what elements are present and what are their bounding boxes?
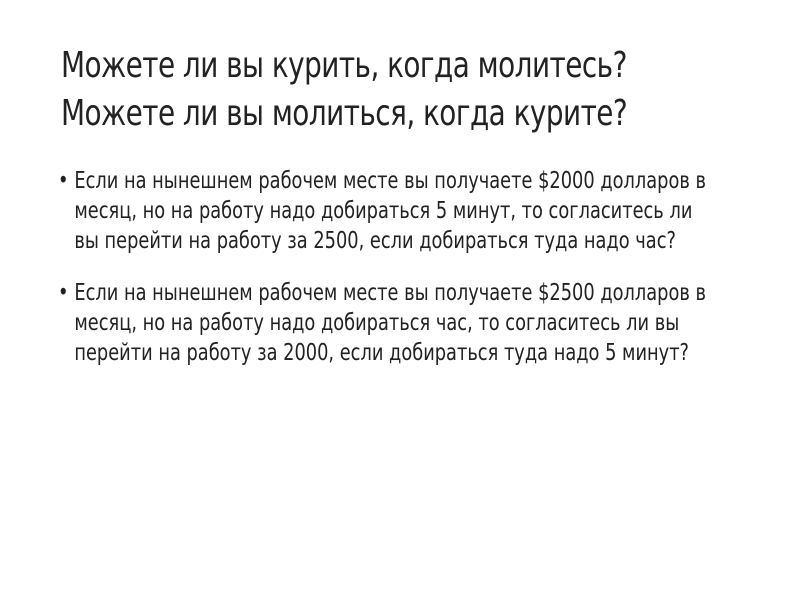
bullet-text-line: месяц, но на работу надо добираться час, то согласитесь ли вы <box>74 310 680 336</box>
bullet-item <box>58 166 712 256</box>
slide-title <box>61 42 663 138</box>
bullet-text-line: месяц, но на работу надо добираться 5 минут, то согласитесь ли <box>74 198 693 224</box>
bullet-dot-icon: • <box>58 280 69 306</box>
bullet-text-line: перейти на работу за 2000, если добираться туда надо 5 минут? <box>74 340 690 366</box>
bullet-item <box>58 278 712 368</box>
bullet-text-line: Если на нынешнем рабочем месте вы получаете $2500 долларов в <box>74 280 706 306</box>
slide-title-line: Можете ли вы курить, когда молитесь? <box>61 45 627 86</box>
bullet-text-line: вы перейти на работу за 2500, если добираться туда надо час? <box>74 228 676 254</box>
bullet-text-line: Если на нынешнем рабочем месте вы получаете $2000 долларов в <box>74 168 706 194</box>
bullet-list <box>58 166 712 390</box>
bullet-dot-icon: • <box>58 168 69 194</box>
slide-title-line: Можете ли вы молиться, когда курите? <box>61 93 628 134</box>
